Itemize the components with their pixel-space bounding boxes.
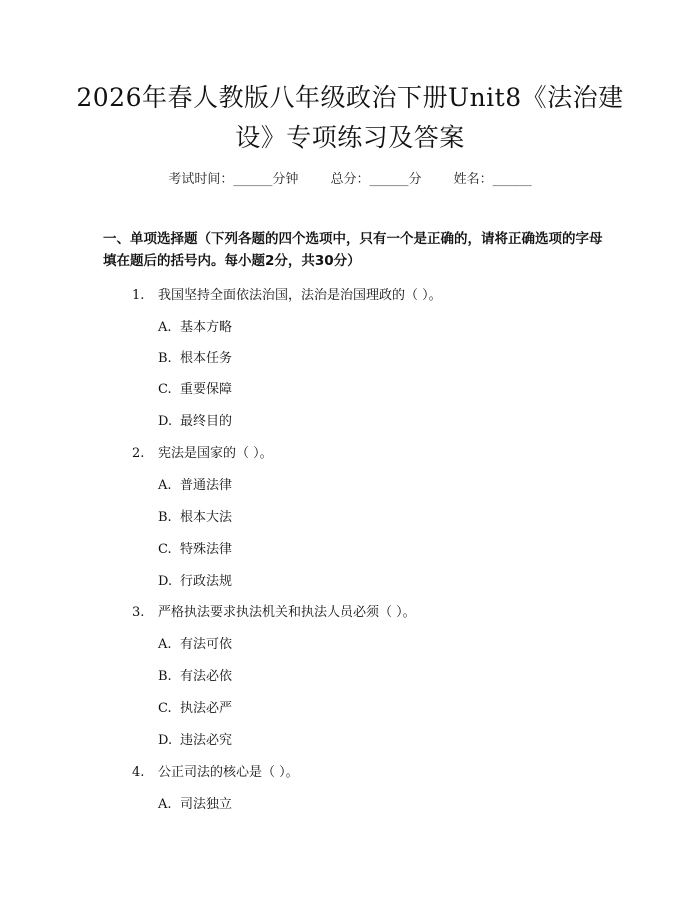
question-4 (132, 761, 299, 780)
question-text: 公正司法的核心是（ ）。 (158, 765, 299, 780)
option-text: 普通法律 (180, 478, 233, 493)
option-letter: B. (158, 351, 172, 366)
option-2c (158, 538, 232, 557)
option-3d (158, 729, 232, 748)
question-2 (132, 442, 273, 461)
option-3b (158, 665, 232, 684)
exam-time-field: 考试时间：______分钟 (168, 172, 299, 187)
question-number: 4. (132, 765, 145, 780)
total-score-field: 总分：______分 (330, 172, 422, 187)
option-1b (158, 347, 232, 366)
exam-meta (0, 168, 700, 187)
option-text: 行政法规 (180, 574, 233, 589)
option-1a (158, 316, 232, 335)
question-text: 宪法是国家的（ ）。 (158, 446, 273, 461)
option-letter: A. (158, 478, 172, 493)
option-2a (158, 474, 232, 493)
option-2b (158, 506, 232, 525)
option-letter: D. (158, 574, 173, 589)
question-number: 1. (132, 288, 145, 303)
option-letter: A. (158, 637, 172, 652)
question-1 (132, 284, 442, 303)
question-number: 3. (132, 605, 145, 620)
option-letter: D. (158, 733, 173, 748)
option-text: 最终目的 (180, 414, 233, 429)
option-letter: C. (158, 701, 172, 716)
question-number: 2. (132, 446, 145, 461)
option-text: 司法独立 (180, 797, 233, 812)
question-text: 严格执法要求执法机关和执法人员必须（ ）。 (158, 605, 416, 620)
option-4a (158, 793, 232, 812)
student-name-field: 姓名：______ (453, 172, 532, 187)
option-letter: A. (158, 797, 172, 812)
option-letter: C. (158, 542, 172, 557)
option-letter: B. (158, 669, 172, 684)
option-text: 根本任务 (180, 351, 233, 366)
option-text: 违法必究 (180, 733, 233, 748)
option-text: 特殊法律 (180, 542, 233, 557)
option-letter: C. (158, 382, 172, 397)
document-title: 2026年春人教版八年级政治下册Unit8《法治建设》专项练习及答案 (76, 83, 624, 152)
option-letter: D. (158, 414, 173, 429)
option-text: 根本大法 (180, 510, 233, 525)
question-text: 我国坚持全面依法治国，法治是治国理政的（ ）。 (158, 288, 442, 303)
option-3c (158, 697, 232, 716)
option-text: 有法可依 (180, 637, 233, 652)
option-text: 执法必严 (180, 701, 233, 716)
option-text: 重要保障 (180, 382, 233, 397)
section-heading: 一、单项选择题（下列各题的四个选项中，只有一个是正确的，请将正确选项的字母填在题后的括号内。每小题2分，共30分） (103, 231, 603, 269)
option-3a (158, 633, 232, 652)
option-text: 有法必依 (180, 669, 233, 684)
question-3 (132, 601, 416, 620)
option-letter: A. (158, 320, 172, 335)
option-1c (158, 378, 232, 397)
option-text: 基本方略 (180, 320, 233, 335)
option-1d (158, 410, 232, 429)
option-letter: B. (158, 510, 172, 525)
option-2d (158, 570, 232, 589)
